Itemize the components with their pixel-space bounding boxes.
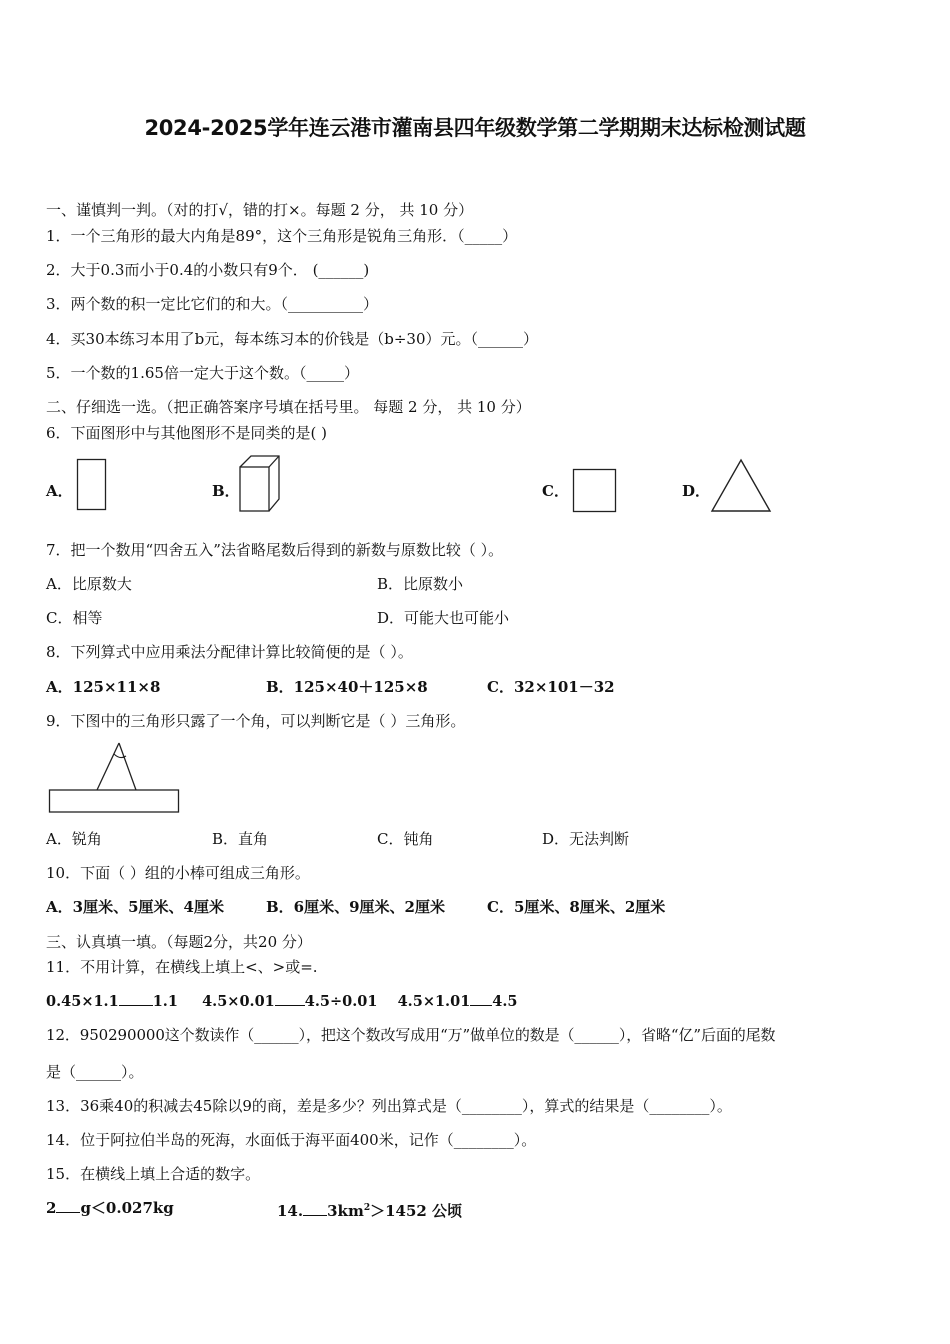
q9-option-b: B．直角 xyxy=(212,830,269,848)
q10-option-c: C．5厘米、8厘米、2厘米 xyxy=(487,898,666,916)
q15-right-suffix: ＞1452 公顷 xyxy=(370,1202,463,1220)
question-8: 8．下列算式中应用乘法分配律计算比较简便的是（ ）。 xyxy=(46,643,413,661)
q11-item-1-right: 1.1 xyxy=(152,993,178,1010)
question-2: 2．大于0.3而小于0.4的小数只有9个． (______) xyxy=(46,261,370,279)
section-3-header: 三、认真填一填。（每题2分，共20 分） xyxy=(46,933,312,951)
q11-item-2-left: 4.5×0.01 xyxy=(202,993,275,1010)
question-1: 1．一个三角形的最大内角是89°，这个三角形是锐角三角形．（_____） xyxy=(46,227,518,245)
q15-right-blank[interactable] xyxy=(303,1201,327,1216)
q15-left-prefix: 2 xyxy=(46,1199,57,1217)
question-11: 11．不用计算，在横线上填上<、>或=. xyxy=(46,958,318,976)
q11-item-3-left: 4.5×1.01 xyxy=(397,993,471,1010)
question-6: 6．下面图形中与其他图形不是同类的是( ) xyxy=(46,424,328,442)
section-1-header: 一、谨慎判一判。（对的打√，错的打×。每题 2 分， 共 10 分） xyxy=(46,201,474,219)
page-title: 2024-2025学年连云港市灌南县四年级数学第二学期期末达标检测试题 xyxy=(144,116,806,140)
q11-blank-1[interactable] xyxy=(119,991,153,1006)
section-2-header: 二、仔细选一选。（把正确答案序号填在括号里。 每题 2 分， 共 10 分） xyxy=(46,398,531,416)
q7-option-b: B．比原数小 xyxy=(377,575,464,593)
q6-cuboid-figure xyxy=(238,453,282,513)
question-7: 7．把一个数用“四舍五入”法省略尾数后得到的新数与原数比较（ ）。 xyxy=(46,541,504,559)
q7-option-c: C．相等 xyxy=(46,609,103,627)
q11-comparisons xyxy=(46,991,518,1012)
q6-option-a-label: A． xyxy=(46,482,73,500)
question-12-line-2: 是（______）。 xyxy=(46,1063,144,1081)
question-12-line-1: 12．950290000这个数读作（______），把这个数改写成用“万”做单位的数是（______），省略“亿”后面的尾数 xyxy=(46,1026,776,1044)
question-9: 9．下图中的三角形只露了一个角，可以判断它是（ ）三角形。 xyxy=(46,712,466,730)
q10-option-b: B．6厘米、9厘米、2厘米 xyxy=(266,898,445,916)
q15-left-blank[interactable] xyxy=(56,1198,80,1213)
q15-right-superscript: 2 xyxy=(363,1203,371,1213)
q11-blank-2[interactable] xyxy=(275,991,305,1006)
question-3: 3．两个数的积一定比它们的和大。（__________） xyxy=(46,295,379,313)
q11-item-2-right: 4.5÷0.01 xyxy=(304,993,378,1010)
q7-option-d: D．可能大也可能小 xyxy=(377,609,510,627)
q6-option-b-label: B． xyxy=(212,482,240,500)
q6-option-c-label: C． xyxy=(542,482,569,500)
q15-left-item xyxy=(46,1198,174,1218)
q9-hidden-triangle-figure xyxy=(48,740,182,816)
q11-item-3-right: 4.5 xyxy=(492,993,518,1010)
q11-item-1-left: 0.45×1.1 xyxy=(46,993,119,1010)
q6-rectangle-figure xyxy=(76,458,108,512)
q9-option-d: D．无法判断 xyxy=(542,830,630,848)
question-15: 15．在横线上填上合适的数字。 xyxy=(46,1165,261,1183)
q9-option-a: A．锐角 xyxy=(46,830,102,848)
q8-option-b: B．125×40＋125×8 xyxy=(266,678,428,696)
q15-right-item xyxy=(277,1198,462,1221)
q8-option-a: A．125×11×8 xyxy=(46,678,161,696)
q8-option-c: C．32×101－32 xyxy=(487,678,615,696)
question-4: 4．买30本练习本用了b元，每本练习本的价钱是（b÷30）元。（______） xyxy=(46,330,538,348)
q11-blank-3[interactable] xyxy=(470,991,492,1006)
question-5: 5．一个数的1.65倍一定大于这个数。（_____） xyxy=(46,364,359,382)
q7-option-a: A．比原数大 xyxy=(46,575,132,593)
q10-option-a: A．3厘米、5厘米、4厘米 xyxy=(46,898,224,916)
q15-left-suffix: g＜0.027kg xyxy=(80,1199,174,1217)
q6-option-d-label: D． xyxy=(682,482,711,500)
q15-right-prefix: 14. xyxy=(277,1202,304,1220)
question-10: 10．下面（ ）组的小棒可组成三角形。 xyxy=(46,864,310,882)
q6-triangle-figure xyxy=(710,458,772,514)
question-13: 13．36乘40的积减去45除以9的商，差是多少？列出算式是（________），算式的结果是（________）。 xyxy=(46,1097,732,1115)
q9-option-c: C．钝角 xyxy=(377,830,434,848)
q6-square-figure xyxy=(572,468,618,514)
q15-right-unit: 3km xyxy=(327,1202,364,1220)
question-14: 14．位于阿拉伯半岛的死海，水面低于海平面400米，记作（________）。 xyxy=(46,1131,537,1149)
